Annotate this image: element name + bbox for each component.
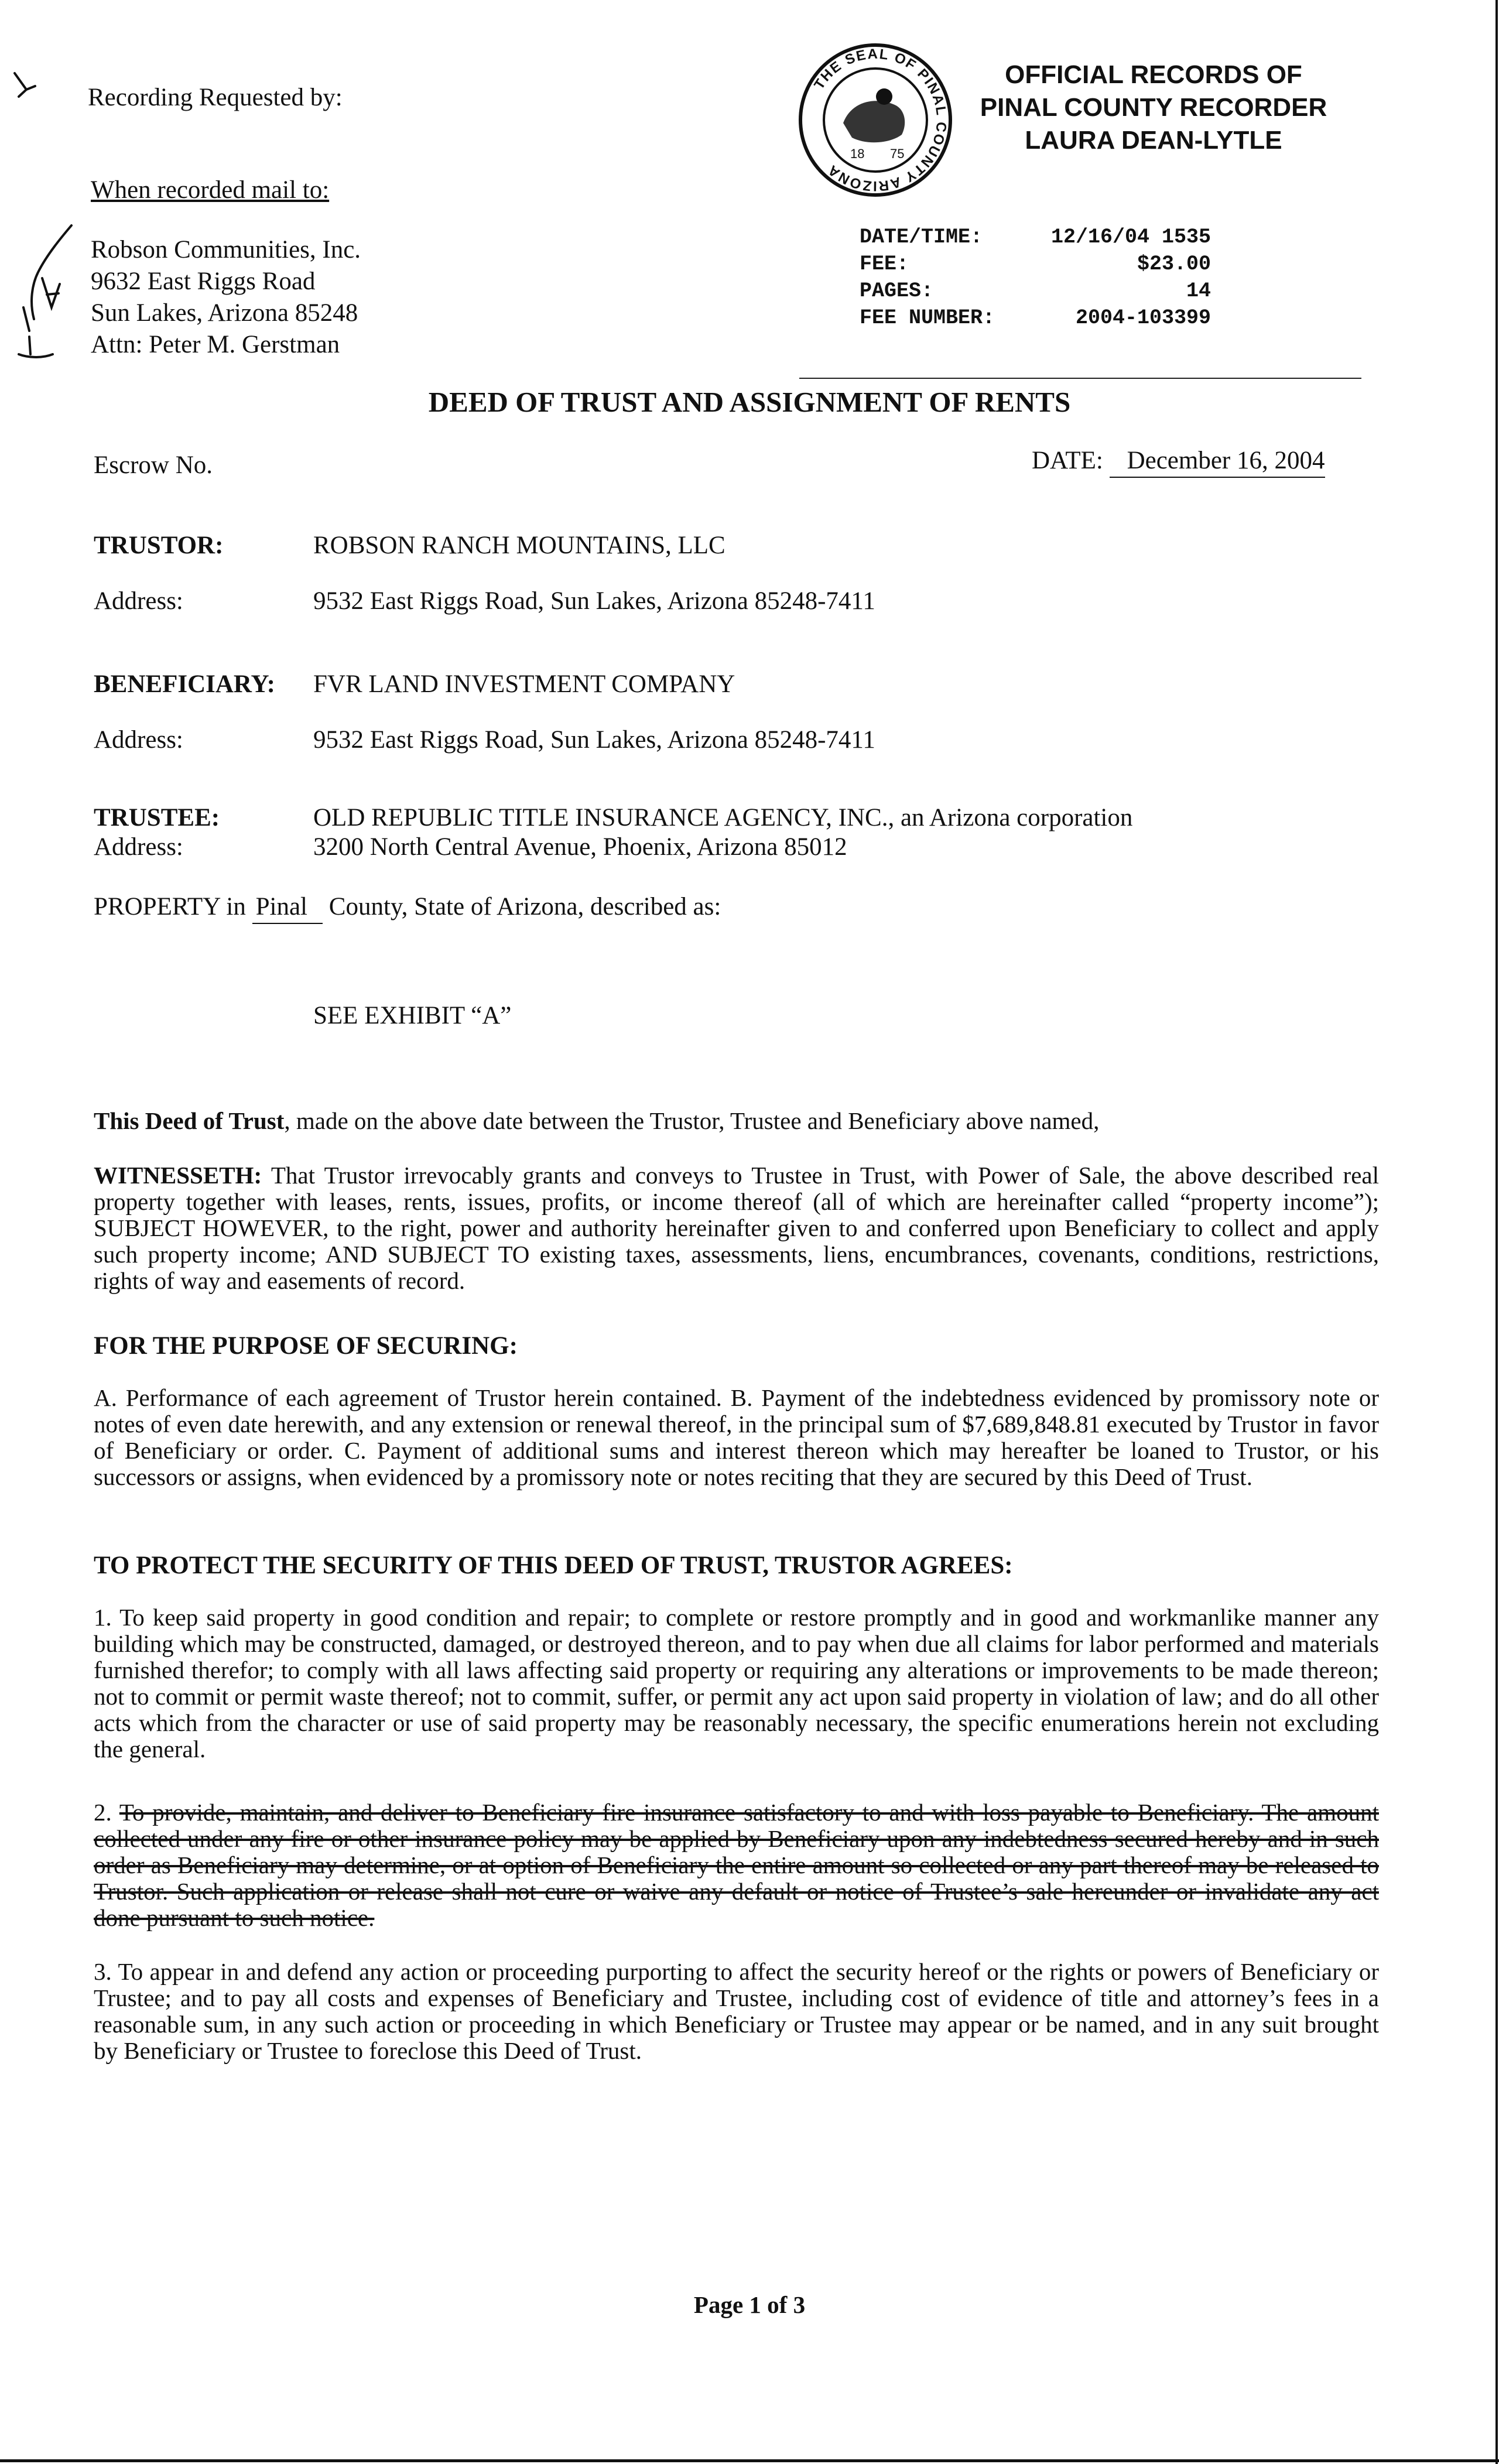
beneficiary-name: FVR LAND INVESTMENT COMPANY [313, 670, 735, 698]
address-label: Address: [94, 833, 183, 861]
county-seal [796, 41, 954, 199]
item-2-struck-text: To provide, maintain, and deliver to Beneficiary fire insurance satisfactory to and with loss payable to Beneficiary. The amount collected under any fire or other insurance policy may be applied by Beneficiary upon any indebtedness secured hereby and in such order as Beneficiary may determine, or at option of Beneficiary the entire amount so collected or any part thereof may be released to Trustor. Such application or release shall not cure or waive any default or notice of Trustee’s sale hereunder or invalidate any act done pursuant to such notice. [94, 1799, 1379, 1931]
trustor-address-row [94, 586, 875, 617]
fee-label: FEE: [860, 252, 909, 276]
item-1-paragraph: 1. To keep said property in good condition and repair; to complete or restore promptly and in good and workmanlike manner any building which may be constructed, damaged, or destroyed thereon, and to pay when due all claims for labor performed and materials furnished therefor; to comply with all laws affecting said property or requiring any alterations or improvements to be made thereon; not to commit or permit waste thereof; not to commit, suffer, or permit any act upon said property in violation of law; and do all other acts which from the character or use of said property may be reasonably necessary, the specific enumerations herein not excluding the general. [94, 1604, 1379, 1763]
trustee-block [94, 803, 1132, 862]
records-line-1: OFFICIAL RECORDS OF [1005, 60, 1302, 89]
property-prefix: PROPERTY in [94, 893, 246, 920]
mail-address-line: 9632 East Riggs Road [91, 268, 316, 295]
property-county: Pinal [252, 891, 323, 924]
purpose-heading: FOR THE PURPOSE OF SECURING: [94, 1332, 518, 1360]
mail-address-line: Attn: Peter M. Gerstman [91, 331, 340, 358]
datetime-label: DATE/TIME: [860, 225, 983, 249]
trustor-label: TRUSTOR: [94, 532, 224, 559]
address-label: Address: [94, 587, 183, 615]
datetime-value: 12/16/04 1535 [1050, 225, 1211, 249]
recording-stats [860, 224, 1211, 331]
protect-heading: TO PROTECT THE SECURITY OF THIS DEED OF TRUST, TRUSTOR AGREES: [94, 1552, 1013, 1579]
seal-year-right: 75 [890, 146, 905, 161]
beneficiary-row [94, 669, 735, 700]
pages-value: 14 [1186, 279, 1211, 303]
trustee-address: 3200 North Central Avenue, Phoenix, Arizona 85012 [313, 833, 847, 861]
witness-rest: That Trustor irrevocably grants and conveys to Trustee in Trust, with Power of Sale, the above described real property together with leases, rents, issues, profits, or income thereof (all of which are hereinafter called “property income”); SUBJECT HOWEVER, to the right, power and authority hereinafter given to and conferred upon Beneficiary to collect and apply such property income; AND SUBJECT TO existing taxes, assessments, liens, encumbrances, covenants, conditions, restrictions, rights of way and easements of record. [94, 1162, 1379, 1294]
witness-bold: WITNESSETH: [94, 1162, 262, 1189]
trustee-name: OLD REPUBLIC TITLE INSURANCE AGENCY, INC., an Arizona corporation [313, 804, 1133, 831]
exhibit-reference: SEE EXHIBIT “A” [313, 1002, 512, 1029]
property-line [94, 891, 721, 924]
item-2-number: 2. [94, 1799, 112, 1826]
escrow-label: Escrow No. [94, 451, 213, 479]
beneficiary-address: 9532 East Riggs Road, Sun Lakes, Arizona 85248-7411 [313, 726, 875, 754]
recording-requested-label: Recording Requested by: [88, 84, 343, 111]
records-line-3: LAURA DEAN-LYTLE [1025, 126, 1282, 155]
records-line-2: PINAL COUNTY RECORDER [980, 93, 1327, 122]
handwritten-mark-icon [6, 61, 100, 366]
mail-address-block [91, 234, 361, 361]
date-value: December 16, 2004 [1110, 445, 1325, 478]
right-border [1495, 0, 1498, 2464]
date-label: DATE: [1032, 447, 1103, 474]
item-2-paragraph [94, 1799, 1379, 1931]
property-suffix: County, State of Arizona, described as: [328, 893, 721, 920]
records-divider [799, 378, 1361, 379]
beneficiary-address-row [94, 724, 875, 756]
beneficiary-label: BENEFICIARY: [94, 670, 275, 698]
official-records-header [949, 59, 1358, 157]
fee-number-label: FEE NUMBER: [860, 306, 995, 330]
trustee-label: TRUSTEE: [94, 804, 220, 831]
seal-text: THE SEAL OF PINAL COUNTY ARIZONA [811, 46, 950, 194]
document-title: DEED OF TRUST AND ASSIGNMENT OF RENTS [428, 386, 1071, 418]
pages-label: PAGES: [860, 279, 934, 303]
mail-to-label: When recorded mail to: [91, 176, 330, 204]
page-number: Page 1 of 3 [693, 2291, 806, 2318]
date-field [1032, 445, 1325, 478]
intro-paragraph [94, 1108, 1379, 1134]
bottom-border [0, 2459, 1499, 2462]
intro-bold: This Deed of Trust [94, 1107, 285, 1134]
fee-value: $23.00 [1137, 252, 1211, 276]
address-label: Address: [94, 726, 183, 754]
seal-year-left: 18 [850, 146, 865, 161]
witness-paragraph [94, 1162, 1379, 1294]
purpose-paragraph: A. Performance of each agreement of Trustor herein contained. B. Payment of the indebtedness evidenced by promissory note or notes of even date herewith, and any extension or renewal thereof, in the principal sum of $7,689,848.81 executed by Trustor in favor of Beneficiary or order. C. Payment of additional sums and interest thereon which may hereafter be loaned to Trustor, or his successors or assigns, when evidenced by a promissory note or notes reciting that they are secured by this Deed of Trust. [94, 1384, 1379, 1490]
trustor-row [94, 530, 725, 562]
intro-rest: , made on the above date between the Trustor, Trustee and Beneficiary above named, [284, 1107, 1100, 1134]
fee-number-value: 2004-103399 [1075, 306, 1211, 330]
trustor-name: ROBSON RANCH MOUNTAINS, LLC [313, 532, 725, 559]
mail-address-line: Sun Lakes, Arizona 85248 [91, 299, 358, 327]
item-3-paragraph: 3. To appear in and defend any action or proceeding purporting to affect the security hereof or the rights or powers of Beneficiary or Trustee; and to pay all costs and expenses of Beneficiary and Trustee, including cost of evidence of title and attorney’s fees in a reasonable sum, in any such action or proceeding in which Beneficiary or Trustee may appear or be named, and in any suit brought by Beneficiary or Trustee to foreclose this Deed of Trust. [94, 1958, 1379, 2064]
trustor-address: 9532 East Riggs Road, Sun Lakes, Arizona 85248-7411 [313, 587, 875, 615]
mail-address-line: Robson Communities, Inc. [91, 236, 361, 263]
